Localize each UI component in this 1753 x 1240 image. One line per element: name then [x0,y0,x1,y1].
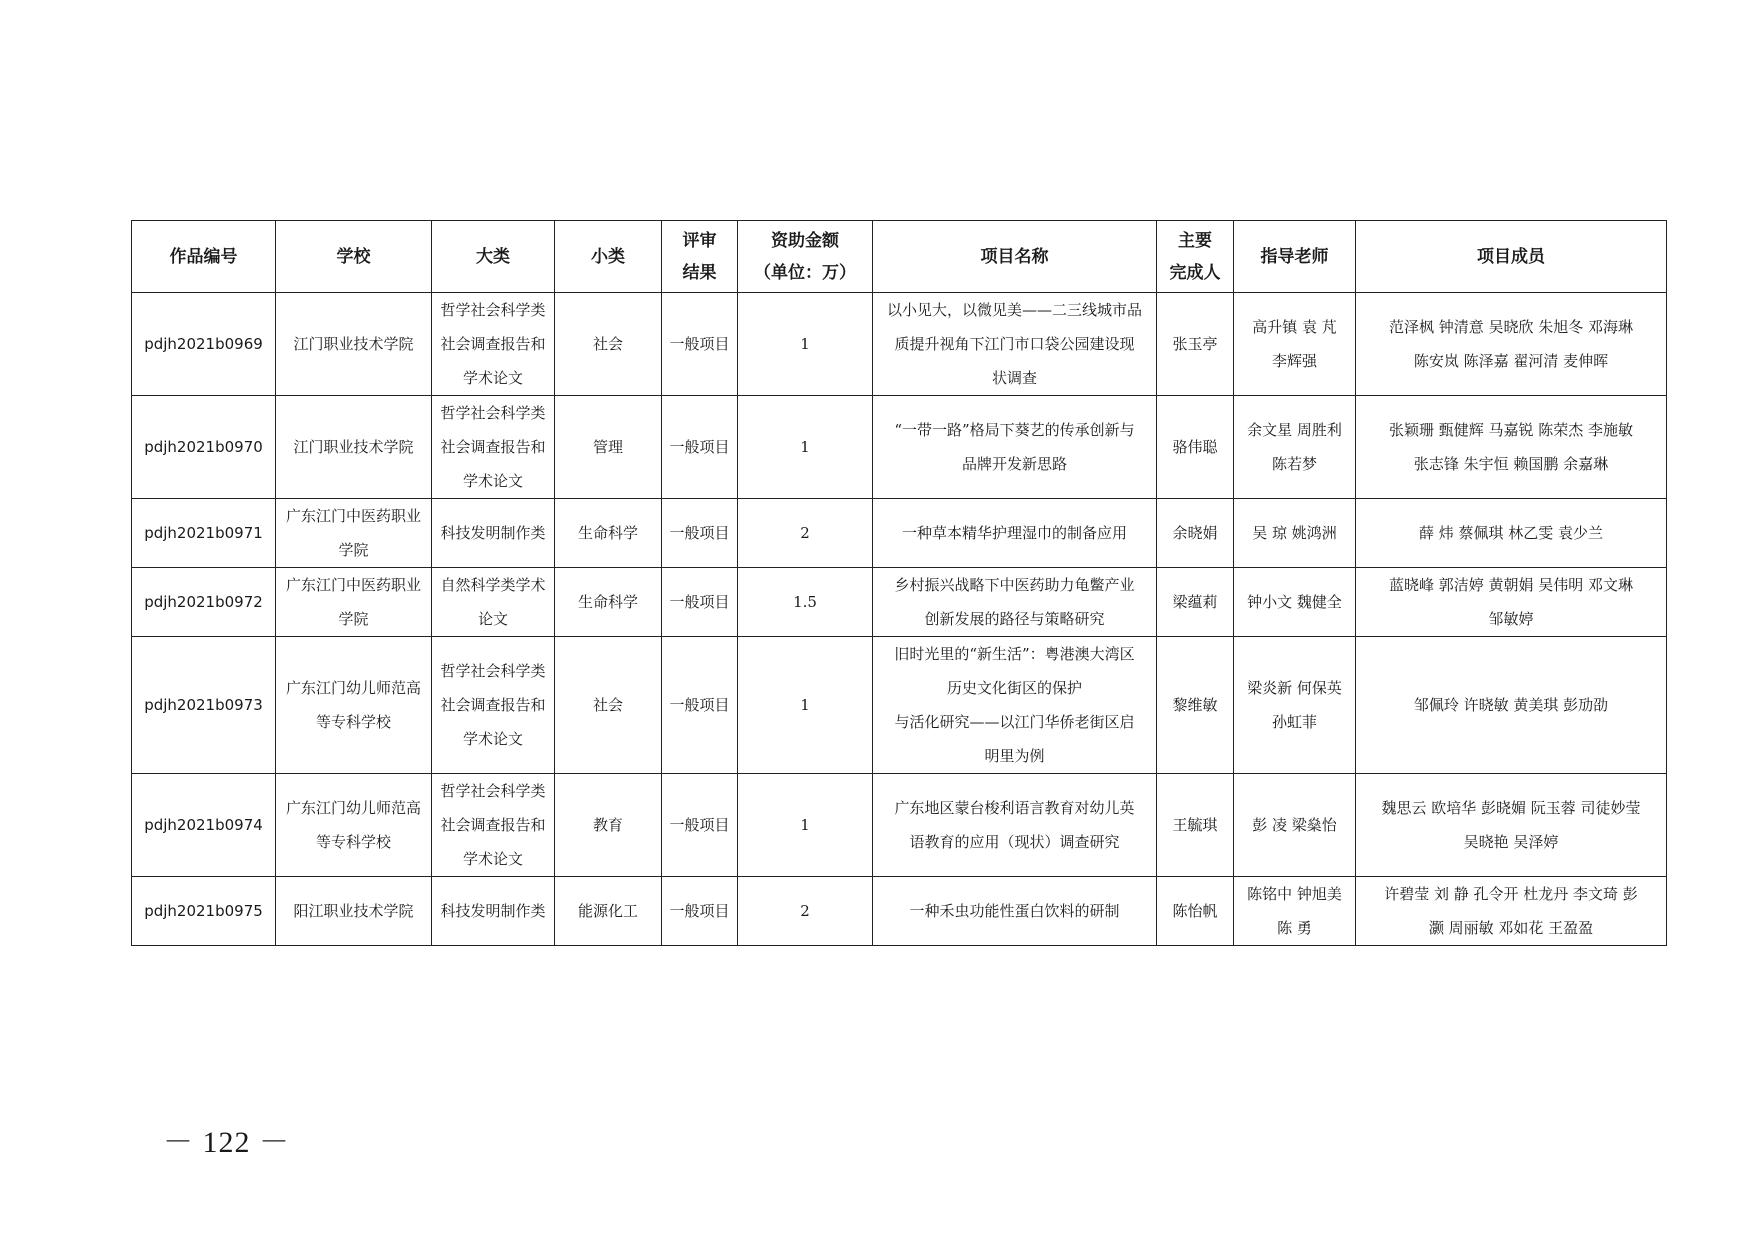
cell-project [873,293,1157,396]
header-line: （单位：万） [754,262,856,283]
project-line: 一种禾虫功能性蛋白饮料的研制 [909,902,1120,920]
category-line: 哲学社会科学类 [440,662,546,680]
table-header-row [132,221,1667,293]
cell-members [1356,293,1667,396]
cell-leader: 陈怡帆 [1157,877,1234,946]
cell-funding: 1.5 [738,568,873,637]
header-id [132,221,276,293]
school-line: 等专科学校 [315,713,391,731]
cell-id: pdjh2021b0973 [132,637,276,774]
project-line: 质提升视角下江门市口袋公园建设现 [894,335,1135,353]
members-line: 薛 炜 蔡佩琪 林乙雯 袁少兰 [1418,524,1604,542]
school-line: 广东江门幼儿师范高 [285,799,421,817]
cell-project [873,568,1157,637]
cell-category [432,877,555,946]
members-line: 张颖珊 甄健辉 马嘉锐 陈荣杰 李施敏 [1388,421,1634,439]
table-row [132,293,1667,396]
cell-result: 一般项目 [662,637,738,774]
table-row [132,568,1667,637]
project-line: 状调查 [991,369,1037,387]
cell-members [1356,499,1667,568]
advisors-line: 余文星 周胜利 [1247,421,1342,439]
cell-subcategory: 教育 [555,774,662,877]
header-line: 主要 [1178,230,1212,251]
category-line: 科技发明制作类 [440,524,546,542]
cell-result: 一般项目 [662,396,738,499]
cell-leader: 梁蕴莉 [1157,568,1234,637]
advisors-line: 彭 凌 梁燊怡 [1252,816,1337,834]
cell-result: 一般项目 [662,499,738,568]
advisors-line: 陈 勇 [1277,919,1312,937]
header-leader [1157,221,1234,293]
cell-leader: 张玉亭 [1157,293,1234,396]
cell-id: pdjh2021b0970 [132,396,276,499]
cell-school [276,499,432,568]
category-line: 学术论文 [462,850,523,868]
cell-project [873,499,1157,568]
members-line: 灏 周丽敏 邓如花 王盈盈 [1428,919,1594,937]
advisors-line: 梁炎新 何保英 [1247,679,1342,697]
category-line: 学术论文 [462,472,523,490]
cell-advisors [1234,877,1356,946]
header-line: 项目成员 [1477,246,1545,267]
category-line: 科技发明制作类 [440,902,546,920]
cell-funding: 1 [738,774,873,877]
table-row [132,499,1667,568]
header-result [662,221,738,293]
category-line: 社会调查报告和 [440,816,546,834]
project-line: 创新发展的路径与策略研究 [924,610,1105,628]
cell-school [276,396,432,499]
cell-id: pdjh2021b0972 [132,568,276,637]
cell-leader: 王毓琪 [1157,774,1234,877]
advisors-line: 高升镇 袁 芃 [1252,318,1337,336]
cell-category [432,568,555,637]
cell-project [873,774,1157,877]
cell-funding: 1 [738,293,873,396]
cell-category [432,774,555,877]
cell-school [276,293,432,396]
members-line: 陈安岚 陈泽嘉 翟河清 麦伸晖 [1413,352,1609,370]
header-line: 资助金额 [771,230,839,251]
cell-school [276,568,432,637]
category-line: 社会调查报告和 [440,696,546,714]
cell-project [873,637,1157,774]
members-line: 许碧莹 刘 静 孔令开 杜龙丹 李文琦 彭 [1384,885,1638,903]
members-line: 吴晓艳 吴泽婷 [1463,833,1559,851]
category-line: 哲学社会科学类 [440,782,546,800]
project-line: 以小见大，以微见美——二三线城市品 [886,301,1142,319]
cell-school [276,637,432,774]
cell-members [1356,568,1667,637]
project-table [131,220,1667,946]
project-line: 品牌开发新思路 [961,455,1067,473]
cell-result: 一般项目 [662,293,738,396]
cell-members [1356,877,1667,946]
cell-project [873,877,1157,946]
members-line: 邹佩玲 许晓敏 黄美琪 彭劢劭 [1413,696,1609,714]
school-line: 等专科学校 [315,833,391,851]
category-line: 学术论文 [462,369,523,387]
cell-funding: 1 [738,396,873,499]
category-line: 论文 [477,610,508,628]
header-line: 指导老师 [1260,246,1329,267]
cell-advisors [1234,499,1356,568]
cell-id: pdjh2021b0969 [132,293,276,396]
cell-category [432,637,555,774]
cell-id: pdjh2021b0974 [132,774,276,877]
advisors-line: 吴 琼 姚鸿洲 [1252,524,1337,542]
cell-advisors [1234,637,1356,774]
header-line: 项目名称 [980,246,1049,267]
cell-funding: 2 [738,499,873,568]
header-line: 评审 [682,230,717,251]
project-line: 明里为例 [984,747,1045,765]
header-members [1356,221,1667,293]
cell-result: 一般项目 [662,774,738,877]
header-line: 学校 [336,246,371,267]
header-subcategory [555,221,662,293]
cell-advisors [1234,293,1356,396]
members-line: 魏思云 欧培华 彭晓媚 阮玉蓉 司徒妙莹 [1381,799,1641,817]
cell-result: 一般项目 [662,877,738,946]
school-line: 学院 [338,610,369,628]
school-line: 学院 [338,541,369,559]
category-line: 社会调查报告和 [440,335,546,353]
cell-subcategory: 社会 [555,293,662,396]
members-line: 张志锋 朱宇恒 赖国鹏 余嘉琳 [1413,455,1609,473]
school-line: 江门职业技术学院 [293,438,414,456]
category-line: 学术论文 [462,730,523,748]
header-school [276,221,432,293]
cell-subcategory: 生命科学 [555,568,662,637]
advisors-line: 李辉强 [1271,352,1317,370]
cell-advisors [1234,774,1356,877]
project-line: 乡村振兴战略下中医药助力龟鳖产业 [894,576,1135,594]
category-line: 自然科学类学术 [440,576,546,594]
header-project [873,221,1157,293]
cell-members [1356,774,1667,877]
table-row [132,774,1667,877]
cell-subcategory: 社会 [555,637,662,774]
cell-leader: 余晓娟 [1157,499,1234,568]
cell-subcategory: 能源化工 [555,877,662,946]
header-category [432,221,555,293]
header-line: 作品编号 [169,246,238,267]
cell-funding: 1 [738,637,873,774]
cell-school [276,877,432,946]
project-line: “一带一路”格局下葵艺的传承创新与 [894,421,1135,439]
category-line: 哲学社会科学类 [440,404,546,422]
category-line: 社会调查报告和 [440,438,546,456]
school-line: 广东江门幼儿师范高 [285,679,421,697]
header-advisors [1234,221,1356,293]
header-line: 小类 [591,246,625,267]
header-funding [738,221,873,293]
table-body [132,293,1667,946]
cell-category [432,396,555,499]
project-line: 语教育的应用（现状）调查研究 [909,833,1120,851]
cell-members [1356,396,1667,499]
cell-subcategory: 生命科学 [555,499,662,568]
advisors-line: 孙虹菲 [1271,713,1317,731]
cell-school [276,774,432,877]
table-row [132,396,1667,499]
school-line: 江门职业技术学院 [293,335,414,353]
cell-category [432,499,555,568]
cell-leader: 黎维敏 [1157,637,1234,774]
cell-project [873,396,1157,499]
cell-advisors [1234,568,1356,637]
members-line: 范泽枫 钟清意 吴晓欣 朱旭冬 邓海琳 [1388,318,1634,336]
header-line: 大类 [476,246,510,267]
project-line: 一种草本精华护理湿巾的制备应用 [901,524,1127,542]
cell-funding: 2 [738,877,873,946]
cell-subcategory: 管理 [555,396,662,499]
category-line: 哲学社会科学类 [440,301,546,319]
project-line: 与活化研究——以江门华侨老街区启 [894,713,1135,731]
advisors-line: 陈若梦 [1271,455,1317,473]
cell-advisors [1234,396,1356,499]
cell-category [432,293,555,396]
header-line: 结果 [682,262,717,283]
cell-id: pdjh2021b0971 [132,499,276,568]
advisors-line: 钟小文 魏健全 [1247,593,1342,611]
page-number: － 122 － [163,1126,290,1159]
project-line: 旧时光里的“新生活”：粤港澳大湾区 [894,645,1135,663]
project-line: 历史文化街区的保护 [946,679,1082,697]
cell-leader: 骆伟聪 [1157,396,1234,499]
school-line: 广东江门中医药职业 [285,507,421,525]
header-line: 完成人 [1169,262,1221,283]
cell-result: 一般项目 [662,568,738,637]
members-line: 蓝晓峰 郭洁婷 黄朝娟 吴伟明 邓文琳 [1388,576,1634,594]
cell-members [1356,637,1667,774]
table-row [132,637,1667,774]
project-line: 广东地区蒙台梭利语言教育对幼儿英 [894,799,1135,817]
school-line: 广东江门中医药职业 [285,576,421,594]
table-row [132,877,1667,946]
members-line: 邹敏婷 [1488,610,1534,628]
advisors-line: 陈铭中 钟旭美 [1247,885,1342,903]
cell-id: pdjh2021b0975 [132,877,276,946]
school-line: 阳江职业技术学院 [293,902,414,920]
